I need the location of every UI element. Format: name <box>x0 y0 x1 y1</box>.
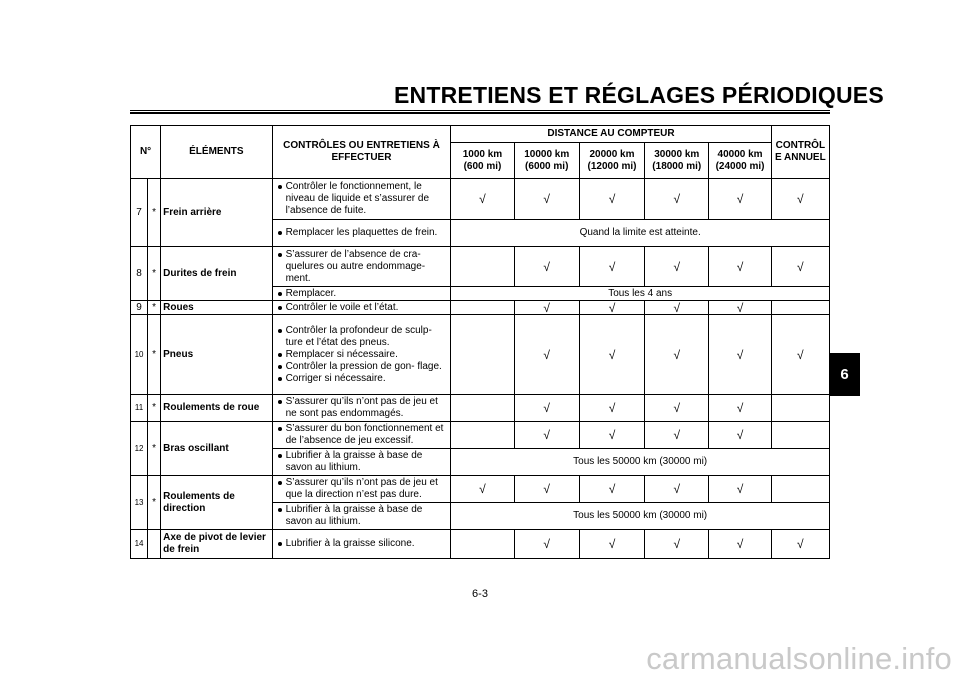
action-item: Lubrifier à la graisse à base de savon au lithium. <box>277 504 449 528</box>
check-cell: √ <box>645 315 709 395</box>
check-cell: √ <box>771 315 829 395</box>
check-cell: √ <box>709 530 771 559</box>
check-cell <box>451 247 514 287</box>
row-number: 12 <box>131 422 148 476</box>
header-distance-3: 20000 km (12000 mi) <box>579 143 644 179</box>
row-asterisk <box>148 530 161 559</box>
header-annual: CONTRÔL E ANNUEL <box>771 126 829 179</box>
check-cell <box>451 301 514 315</box>
check-cell <box>451 530 514 559</box>
row-number: 11 <box>131 395 148 422</box>
check-cell <box>771 476 829 503</box>
interval-note: Tous les 50000 km (30000 mi) <box>451 503 830 530</box>
title-rule <box>130 110 830 114</box>
check-cell: √ <box>645 301 709 315</box>
check-cell: √ <box>709 315 771 395</box>
check-cell: √ <box>579 315 644 395</box>
header-distance-4: 30000 km (18000 mi) <box>645 143 709 179</box>
check-cell: √ <box>579 476 644 503</box>
row-action <box>272 476 451 503</box>
row-number: 8 <box>131 247 148 301</box>
check-cell: √ <box>514 476 579 503</box>
check-cell: √ <box>709 422 771 449</box>
check-cell: √ <box>645 476 709 503</box>
check-cell: √ <box>514 422 579 449</box>
table-row <box>131 530 830 559</box>
check-cell: √ <box>645 395 709 422</box>
row-element: Roulements de direction <box>161 476 272 530</box>
table-row <box>131 395 830 422</box>
check-cell: √ <box>709 179 771 220</box>
action-item: S’assurer du bon fonctionnement et de l’absence de jeu excessif. <box>277 423 449 447</box>
row-number: 14 <box>131 530 148 559</box>
header-distance-5: 40000 km (24000 mi) <box>709 143 771 179</box>
row-action <box>272 395 451 422</box>
check-cell: √ <box>579 179 644 220</box>
page-title: ENTRETIENS ET RÉGLAGES PÉRIODIQUES <box>394 82 884 108</box>
check-cell: √ <box>514 315 579 395</box>
row-action <box>272 287 451 301</box>
row-element: Axe de pivot de levier de frein <box>161 530 272 559</box>
watermark-text: carmanualsonline.info <box>646 641 952 676</box>
action-item: S’assurer qu’ils n’ont pas de jeu et ne sont pas endommagés. <box>277 396 449 420</box>
check-cell: √ <box>579 247 644 287</box>
action-item: Lubrifier à la graisse silicone. <box>277 538 449 550</box>
interval-note: Tous les 4 ans <box>451 287 830 301</box>
table-row <box>131 476 830 503</box>
check-cell <box>771 422 829 449</box>
row-number: 13 <box>131 476 148 530</box>
row-action <box>272 503 451 530</box>
interval-note: Quand la limite est atteinte. <box>451 220 830 247</box>
check-cell: √ <box>645 530 709 559</box>
row-element: Frein arrière <box>161 179 272 247</box>
header-element: ÉLÉMENTS <box>161 126 272 179</box>
header-action: CONTRÔLES OU ENTRETIENS À EFFECTUER <box>272 126 451 179</box>
check-cell <box>451 422 514 449</box>
row-asterisk: * <box>148 301 161 315</box>
check-cell: √ <box>709 301 771 315</box>
action-item: Lubrifier à la graisse à base de savon au lithium. <box>277 450 449 474</box>
check-cell: √ <box>771 247 829 287</box>
row-asterisk: * <box>148 395 161 422</box>
check-cell: √ <box>579 422 644 449</box>
check-cell: √ <box>514 301 579 315</box>
row-asterisk: * <box>148 422 161 476</box>
interval-note: Tous les 50000 km (30000 mi) <box>451 449 830 476</box>
action-item: Contrôler le fonctionnement, le niveau de liquide et s’assurer de l’absence de fuite. <box>277 181 449 217</box>
check-cell <box>771 301 829 315</box>
action-item: Remplacer si nécessaire. <box>277 349 449 361</box>
check-cell: √ <box>514 530 579 559</box>
row-number: 9 <box>131 301 148 315</box>
row-action <box>272 315 451 395</box>
action-item: S’assurer de l’absence de cra- quelures ou autre endommage- ment. <box>277 249 449 285</box>
action-item: Contrôler la pression de gon- flage. <box>277 361 449 373</box>
check-cell: √ <box>771 530 829 559</box>
check-cell: √ <box>645 422 709 449</box>
check-cell: √ <box>709 476 771 503</box>
row-element: Roulements de roue <box>161 395 272 422</box>
check-cell: √ <box>514 179 579 220</box>
row-number: 10 <box>131 315 148 395</box>
check-cell: √ <box>645 247 709 287</box>
page-number: 6-3 <box>472 588 488 600</box>
action-item: Remplacer les plaquettes de frein. <box>277 227 449 239</box>
header-distance-group: DISTANCE AU COMPTEUR <box>451 126 771 143</box>
check-cell <box>451 395 514 422</box>
maintenance-table <box>130 125 830 559</box>
table-row <box>131 247 830 287</box>
row-element: Bras oscillant <box>161 422 272 476</box>
row-action <box>272 220 451 247</box>
header-distance-2: 10000 km (6000 mi) <box>514 143 579 179</box>
row-action <box>272 449 451 476</box>
check-cell: √ <box>709 395 771 422</box>
check-cell: √ <box>579 530 644 559</box>
check-cell: √ <box>579 395 644 422</box>
header-number: N° <box>131 126 161 179</box>
action-item: Contrôler le voile et l’état. <box>277 302 449 314</box>
check-cell: √ <box>645 179 709 220</box>
action-item: S’assurer qu’ils n’ont pas de jeu et que la direction n’est pas dure. <box>277 477 449 501</box>
row-element: Durites de frein <box>161 247 272 301</box>
row-action <box>272 179 451 220</box>
check-cell: √ <box>451 476 514 503</box>
action-item: Contrôler la profondeur de sculp- ture et l’état des pneus. <box>277 325 449 349</box>
row-asterisk: * <box>148 315 161 395</box>
row-number: 7 <box>131 179 148 247</box>
row-action <box>272 301 451 315</box>
check-cell: √ <box>514 395 579 422</box>
row-asterisk: * <box>148 247 161 301</box>
row-element: Pneus <box>161 315 272 395</box>
check-cell: √ <box>451 179 514 220</box>
table-row <box>131 179 830 220</box>
row-element: Roues <box>161 301 272 315</box>
row-action <box>272 422 451 449</box>
header-distance-1: 1000 km (600 mi) <box>451 143 514 179</box>
table-row <box>131 422 830 449</box>
chapter-tab: 6 <box>829 353 860 396</box>
check-cell: √ <box>709 247 771 287</box>
check-cell: √ <box>771 179 829 220</box>
action-item: Remplacer. <box>277 288 449 300</box>
row-action <box>272 247 451 287</box>
row-action <box>272 530 451 559</box>
table-row <box>131 301 830 315</box>
action-item: Corriger si nécessaire. <box>277 373 449 385</box>
row-asterisk: * <box>148 476 161 530</box>
row-asterisk: * <box>148 179 161 247</box>
check-cell <box>451 315 514 395</box>
check-cell: √ <box>514 247 579 287</box>
check-cell <box>771 395 829 422</box>
check-cell: √ <box>579 301 644 315</box>
table-row <box>131 315 830 395</box>
